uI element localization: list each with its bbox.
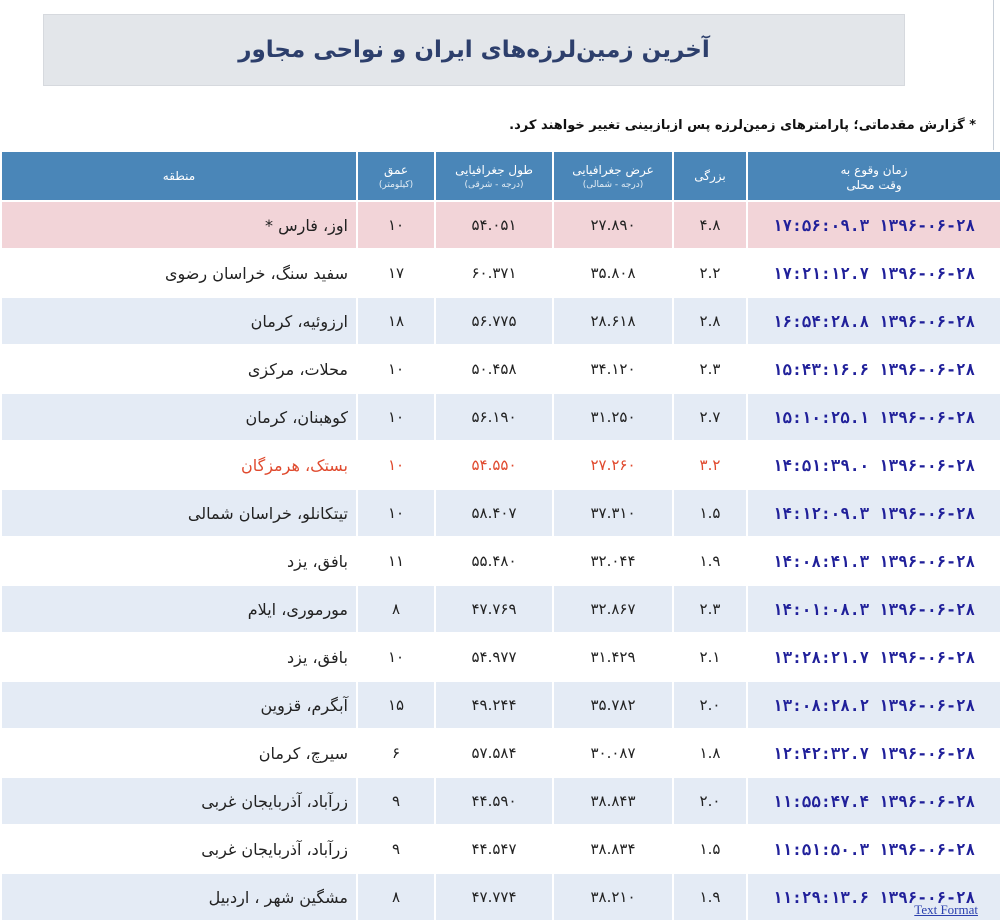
header-depth xyxy=(357,151,435,201)
cell-time: ۱۳۹۶-۰۶-۲۸ ۱۳:۰۸:۲۸.۲ xyxy=(747,681,1000,729)
cell-time: ۱۳۹۶-۰۶-۲۸ ۱۵:۱۰:۲۵.۱ xyxy=(747,393,1000,441)
cell-depth: ۱۰ xyxy=(357,633,435,681)
table-row[interactable] xyxy=(1,249,1000,297)
cell-magnitude: ۱.۹ xyxy=(673,537,747,585)
header-longitude xyxy=(435,151,553,201)
header-magnitude-label: بزرگی xyxy=(694,168,726,183)
cell-longitude: ۵۴.۰۵۱ xyxy=(435,201,553,249)
cell-depth: ۱۵ xyxy=(357,681,435,729)
cell-time: ۱۳۹۶-۰۶-۲۸ ۱۷:۵۶:۰۹.۳ xyxy=(747,201,1000,249)
cell-latitude: ۳۰.۰۸۷ xyxy=(553,729,673,777)
cell-longitude: ۴۴.۵۴۷ xyxy=(435,825,553,873)
header-region-label: منطقه xyxy=(162,168,196,183)
table-header-row xyxy=(1,151,1000,201)
cell-depth: ۱۰ xyxy=(357,489,435,537)
cell-depth: ۱۰ xyxy=(357,393,435,441)
cell-longitude: ۴۹.۲۴۴ xyxy=(435,681,553,729)
cell-depth: ۱۰ xyxy=(357,441,435,489)
cell-time: ۱۳۹۶-۰۶-۲۸ ۱۱:۵۱:۵۰.۳ xyxy=(747,825,1000,873)
cell-time: ۱۳۹۶-۰۶-۲۸ ۱۷:۲۱:۱۲.۷ xyxy=(747,249,1000,297)
cell-magnitude: ۲.۳ xyxy=(673,345,747,393)
header-time-sublabel: وقت محلی xyxy=(846,177,902,192)
cell-magnitude: ۳.۲ xyxy=(673,441,747,489)
table-row[interactable] xyxy=(1,393,1000,441)
cell-time: ۱۳۹۶-۰۶-۲۸ ۱۲:۴۲:۳۲.۷ xyxy=(747,729,1000,777)
cell-magnitude: ۲.۷ xyxy=(673,393,747,441)
cell-time: ۱۳۹۶-۰۶-۲۸ ۱۴:۵۱:۳۹.۰ xyxy=(747,441,1000,489)
cell-region: ارزوئیه، کرمان xyxy=(1,297,357,345)
cell-latitude: ۳۲.۸۶۷ xyxy=(553,585,673,633)
cell-longitude: ۵۵.۴۸۰ xyxy=(435,537,553,585)
cell-depth: ۱۰ xyxy=(357,201,435,249)
table-row[interactable] xyxy=(1,201,1000,249)
cell-region: بستک، هرمزگان xyxy=(1,441,357,489)
cell-depth: ۱۷ xyxy=(357,249,435,297)
cell-longitude: ۵۶.۷۷۵ xyxy=(435,297,553,345)
cell-depth: ۹ xyxy=(357,825,435,873)
cell-latitude: ۳۷.۳۱۰ xyxy=(553,489,673,537)
cell-longitude: ۴۷.۷۶۹ xyxy=(435,585,553,633)
header-depth-sublabel: (کیلومتر) xyxy=(378,179,414,190)
cell-magnitude: ۱.۹ xyxy=(673,873,747,921)
earthquake-table xyxy=(0,150,1000,922)
cell-longitude: ۶۰.۳۷۱ xyxy=(435,249,553,297)
cell-time: ۱۳۹۶-۰۶-۲۸ ۱۱:۵۵:۴۷.۴ xyxy=(747,777,1000,825)
cell-region: اوز، فارس * xyxy=(1,201,357,249)
cell-region: زرآباد، آذربایجان غربی xyxy=(1,777,357,825)
cell-longitude: ۵۰.۴۵۸ xyxy=(435,345,553,393)
cell-depth: ۱۱ xyxy=(357,537,435,585)
cell-magnitude: ۲.۱ xyxy=(673,633,747,681)
cell-region: بافق، یزد xyxy=(1,537,357,585)
cell-longitude: ۵۸.۴۰۷ xyxy=(435,489,553,537)
page-title: آخرین زمین‌لرزه‌های ایران و نواحی مجاور xyxy=(238,37,710,63)
cell-latitude: ۲۷.۲۶۰ xyxy=(553,441,673,489)
preliminary-report-note: * گزارش مقدماتی؛ پارامترهای زمین‌لرزه پس ازبازبینی تغییر خواهند کرد. xyxy=(509,118,976,133)
header-magnitude xyxy=(673,151,747,201)
header-latitude-label: عرض جغرافیایی xyxy=(572,162,654,177)
cell-latitude: ۲۷.۸۹۰ xyxy=(553,201,673,249)
cell-region: سیرچ، کرمان xyxy=(1,729,357,777)
cell-latitude: ۳۵.۷۸۲ xyxy=(553,681,673,729)
cell-longitude: ۵۷.۵۸۴ xyxy=(435,729,553,777)
cell-depth: ۶ xyxy=(357,729,435,777)
cell-latitude: ۳۴.۱۲۰ xyxy=(553,345,673,393)
cell-latitude: ۳۱.۴۲۹ xyxy=(553,633,673,681)
cell-depth: ۸ xyxy=(357,585,435,633)
cell-latitude: ۳۸.۸۳۴ xyxy=(553,825,673,873)
cell-magnitude: ۲.۰ xyxy=(673,681,747,729)
header-time-label: زمان وقوع به xyxy=(840,162,908,177)
cell-depth: ۸ xyxy=(357,873,435,921)
cell-region: آبگرم، قزوین xyxy=(1,681,357,729)
table-row[interactable] xyxy=(1,585,1000,633)
cell-latitude: ۳۱.۲۵۰ xyxy=(553,393,673,441)
table-row[interactable] xyxy=(1,633,1000,681)
cell-region: بافق، یزد xyxy=(1,633,357,681)
cell-latitude: ۲۸.۶۱۸ xyxy=(553,297,673,345)
cell-latitude: ۳۵.۸۰۸ xyxy=(553,249,673,297)
cell-magnitude: ۱.۵ xyxy=(673,489,747,537)
cell-time: ۱۳۹۶-۰۶-۲۸ ۱۶:۵۴:۲۸.۸ xyxy=(747,297,1000,345)
cell-depth: ۹ xyxy=(357,777,435,825)
cell-region: مورموری، ایلام xyxy=(1,585,357,633)
page-banner xyxy=(43,14,905,86)
header-region xyxy=(1,151,357,201)
header-longitude-sublabel: (درجه - شرقی) xyxy=(464,179,524,190)
cell-latitude: ۳۸.۲۱۰ xyxy=(553,873,673,921)
header-latitude-sublabel: (درجه - شمالی) xyxy=(582,179,644,190)
cell-magnitude: ۱.۵ xyxy=(673,825,747,873)
cell-depth: ۱۸ xyxy=(357,297,435,345)
cell-longitude: ۵۴.۹۷۷ xyxy=(435,633,553,681)
table-row[interactable] xyxy=(1,297,1000,345)
cell-time: ۱۳۹۶-۰۶-۲۸ ۱۴:۰۸:۴۱.۳ xyxy=(747,537,1000,585)
table-row[interactable] xyxy=(1,825,1000,873)
cell-region: زرآباد، آذربایجان غربی xyxy=(1,825,357,873)
header-longitude-label: طول جغرافیایی xyxy=(455,162,533,177)
cell-latitude: ۳۲.۰۴۴ xyxy=(553,537,673,585)
cell-longitude: ۵۶.۱۹۰ xyxy=(435,393,553,441)
cell-time: ۱۳۹۶-۰۶-۲۸ ۱۱:۲۹:۱۳.۶ xyxy=(747,873,1000,921)
cell-time: ۱۳۹۶-۰۶-۲۸ ۱۴:۰۱:۰۸.۳ xyxy=(747,585,1000,633)
text-format-link[interactable]: Text Format xyxy=(914,902,978,917)
table-row[interactable] xyxy=(1,489,1000,537)
table-row[interactable] xyxy=(1,873,1000,921)
header-latitude xyxy=(553,151,673,201)
table-row[interactable] xyxy=(1,729,1000,777)
table-row[interactable] xyxy=(1,345,1000,393)
cell-region: سفید سنگ، خراسان رضوی xyxy=(1,249,357,297)
header-time xyxy=(747,151,1000,201)
cell-time: ۱۳۹۶-۰۶-۲۸ ۱۵:۴۳:۱۶.۶ xyxy=(747,345,1000,393)
header-depth-label: عمق xyxy=(383,162,409,177)
cell-region: کوهبنان، کرمان xyxy=(1,393,357,441)
cell-magnitude: ۴.۸ xyxy=(673,201,747,249)
cell-longitude: ۴۷.۷۷۴ xyxy=(435,873,553,921)
cell-magnitude: ۲.۳ xyxy=(673,585,747,633)
cell-magnitude: ۲.۸ xyxy=(673,297,747,345)
cell-longitude: ۵۴.۵۵۰ xyxy=(435,441,553,489)
cell-region: تیتکانلو، خراسان شمالی xyxy=(1,489,357,537)
cell-region: مشگین شهر ، اردبیل xyxy=(1,873,357,921)
table-row[interactable] xyxy=(1,777,1000,825)
cell-magnitude: ۱.۸ xyxy=(673,729,747,777)
cell-magnitude: ۲.۲ xyxy=(673,249,747,297)
table-row[interactable] xyxy=(1,537,1000,585)
cell-latitude: ۳۸.۸۴۳ xyxy=(553,777,673,825)
table-row[interactable] xyxy=(1,681,1000,729)
cell-depth: ۱۰ xyxy=(357,345,435,393)
cell-region: محلات، مرکزی xyxy=(1,345,357,393)
cell-magnitude: ۲.۰ xyxy=(673,777,747,825)
table-row[interactable] xyxy=(1,441,1000,489)
cell-time: ۱۳۹۶-۰۶-۲۸ ۱۳:۲۸:۲۱.۷ xyxy=(747,633,1000,681)
cell-time: ۱۳۹۶-۰۶-۲۸ ۱۴:۱۲:۰۹.۳ xyxy=(747,489,1000,537)
cell-longitude: ۴۴.۵۹۰ xyxy=(435,777,553,825)
